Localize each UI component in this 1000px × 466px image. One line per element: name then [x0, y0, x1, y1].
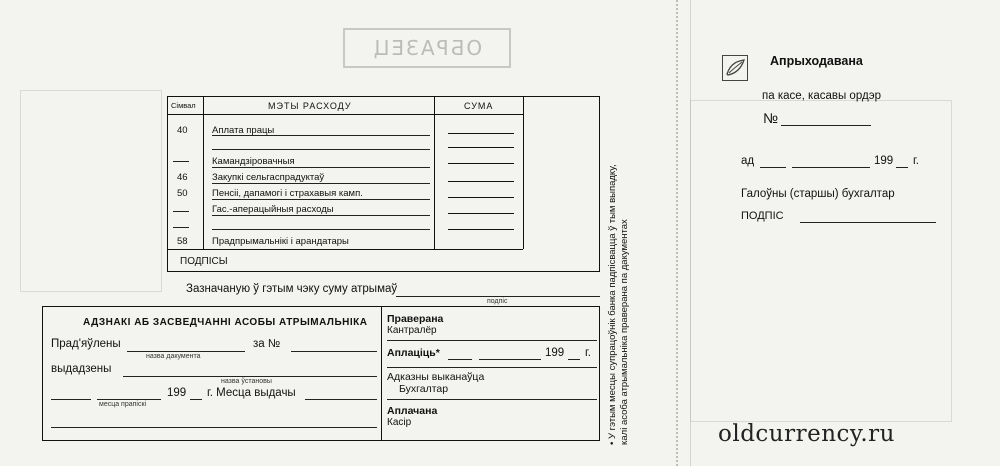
controller-label: Кантралёр	[387, 325, 437, 336]
number-label: за №	[253, 338, 281, 350]
col-header-purpose: МЭТЫ РАСХОДУ	[268, 101, 352, 111]
expense-table	[167, 96, 600, 272]
stub-order-label: па касе, касавы ордэр	[762, 90, 882, 102]
perforation-line	[676, 0, 678, 466]
received-signature-line	[396, 296, 600, 297]
row-purpose: Пенсіі, дапамогі і страхавыя камп.	[212, 188, 363, 199]
pay-year: 199	[545, 347, 565, 359]
row-purpose: Закупкі сельгаспрадуктаў	[212, 172, 325, 183]
responsible-label: Адказны выканаўца	[387, 371, 485, 383]
stub-year: 199	[874, 155, 894, 167]
extra-line	[51, 427, 377, 428]
institution-caption: назва ўстановы	[221, 378, 272, 385]
stub-accountant-label: Галоўны (старшы) бухгалтар	[741, 188, 895, 200]
leaf-icon	[723, 56, 747, 80]
row-code: 50	[177, 188, 188, 199]
doc-caption: назва дакумента	[146, 353, 201, 360]
row-code: 58	[177, 236, 188, 247]
registration-caption: месца прапіскі	[99, 401, 147, 408]
verified-label: Праверана	[387, 313, 444, 325]
ghost-frame	[690, 100, 952, 422]
settled-label: Аплачана	[387, 405, 438, 417]
received-text: Зазначаную ў гэтым чэку суму атрымаў	[186, 283, 398, 295]
received-caption: подпіс	[487, 298, 508, 305]
footnote	[607, 164, 631, 445]
site-watermark: oldcurrency.ru	[718, 421, 895, 447]
row-purpose: Камандзіровачныя	[212, 156, 295, 167]
stub-number-label: №	[763, 110, 779, 126]
identity-title: АДЗНАКІ АБ ЗАСВЕДЧАННІ АСОБЫ АТРЫМАЛЬНІКА	[83, 317, 368, 328]
ghost-frame	[20, 90, 162, 292]
stub-year-suffix: г.	[913, 155, 919, 167]
identity-box	[42, 306, 600, 441]
row-code: 46	[177, 172, 188, 183]
issued-label: выдадзены	[51, 363, 112, 375]
issue-year: 199	[167, 387, 187, 399]
row-purpose: Гас.-аперацыйныя расходы	[212, 204, 334, 215]
stub-from-label: ад	[741, 155, 755, 167]
row-code: 40	[177, 125, 188, 136]
row-purpose: Аплата працы	[212, 125, 275, 136]
accountant-label: Бухгалтар	[399, 383, 449, 395]
footnote-line: • У гэтым месцы супрацоўнік банка падпісвацца ў тым выпадку,	[607, 164, 618, 445]
col-header-code: Сімвал	[171, 101, 196, 110]
pay-year-suffix: г.	[585, 347, 591, 359]
presented-label: Прад'яўлены	[51, 338, 121, 350]
row-purpose: Прадпрымальнікі і арандатары	[212, 236, 349, 247]
bank-logo	[722, 55, 748, 81]
col-header-sum: СУМА	[464, 101, 494, 111]
stub-signature-label: ПОДПІС	[741, 210, 784, 222]
cashier-label: Касір	[387, 417, 412, 428]
pay-label: Аплаціць*	[387, 347, 440, 359]
place-of-issue-label: г. Месца выдачы	[207, 387, 296, 399]
fold-line	[690, 0, 691, 466]
footnote-line: калі асоба атрымальніка праверана па дакументах	[619, 219, 630, 445]
specimen-stamp: ОБРАЗЕЦ	[343, 28, 511, 68]
signatures-label: ПОДПІСЫ	[180, 256, 228, 267]
stub-title: Апрыходавана	[770, 54, 863, 68]
